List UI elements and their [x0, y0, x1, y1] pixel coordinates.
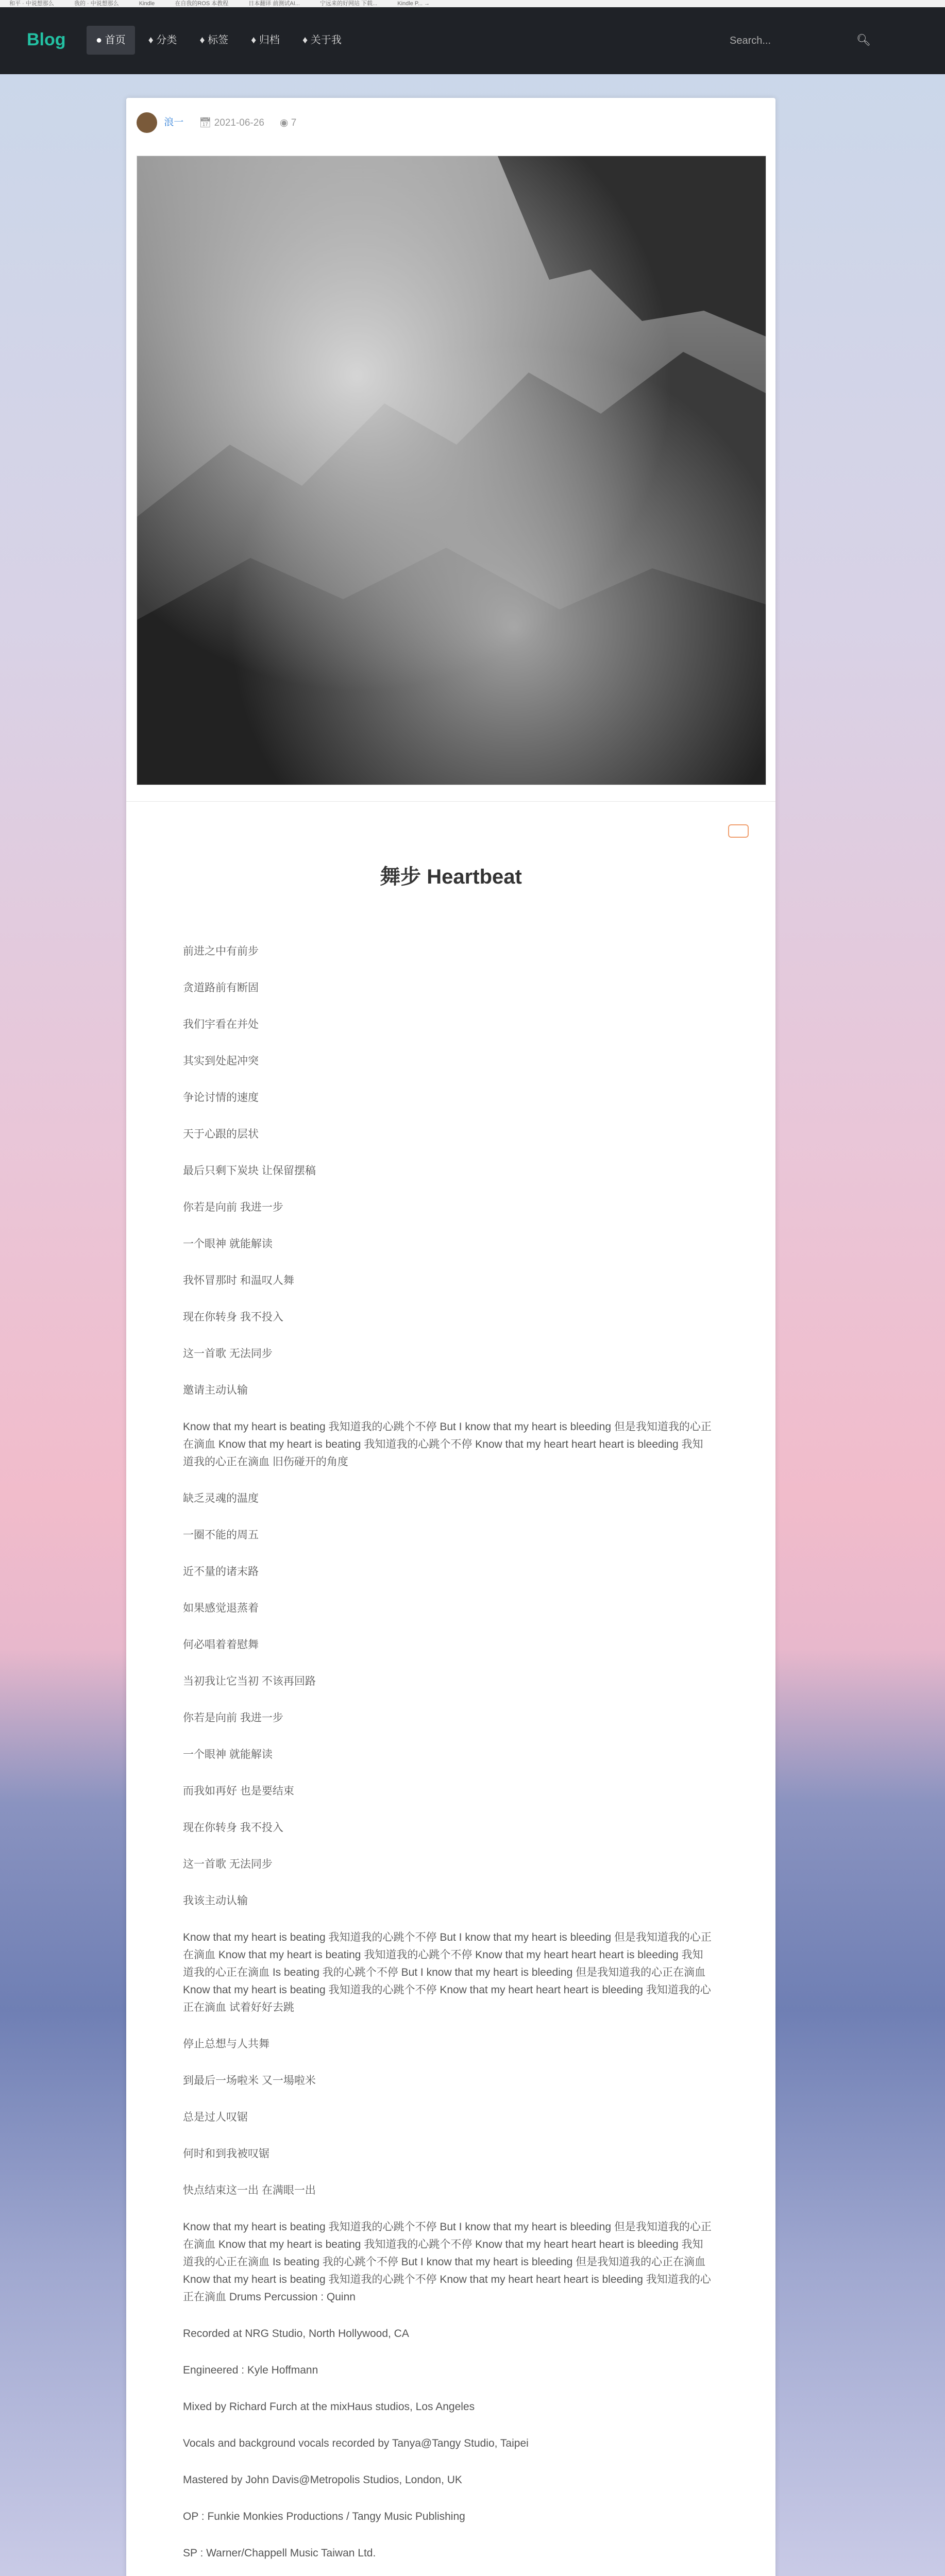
lyric-paragraph: Know that my heart is beating 我知道我的心跳个不停 But I know that my heart is bleeding 但是我知道我的心正在滴血 Know that my heart is beating 我知道我的心跳个不停 Know that my heart heart heart is bleeding 我知道我的心正在滴血 Is beating 我的心跳个不停 But I know that my heart is bleeding 但是我知道我的心正在滴血 Know that my heart is beating 我知道我的心跳个不停 Know that my heart heart heart is bleeding 我知道我的心正在滴血 试着好好去跳	[183, 1931, 712, 2013]
date-text: 2021-06-26	[214, 117, 264, 128]
lyric-line: 这一首歌 无法同步	[183, 1858, 273, 1870]
lyric-line: 现在你转身 我不投入	[183, 1822, 283, 1834]
lyric-line: 近不量的诸末路	[183, 1566, 259, 1578]
browser-tab[interactable]: 宁远来的好网站 下载...	[319, 1, 378, 7]
lyric-line: 我们宇看在并处	[183, 1019, 259, 1030]
credit-line: OP : Funkie Monkies Productions / Tangy Music Publishing	[183, 2511, 465, 2522]
post-content	[183, 943, 714, 2576]
browser-tab[interactable]: 日本翻译 前测试AI...	[248, 1, 300, 7]
post-card	[126, 98, 775, 2576]
lyric-line: 邀请主动认输	[183, 1384, 248, 1396]
lyric-line: 我该主动认输	[183, 1895, 248, 1907]
credit-line: Mixed by Richard Furch at the mixHaus studios, Los Angeles	[183, 2401, 475, 2413]
lyric-line: 总是过人叹锯	[183, 2111, 248, 2123]
lyric-line: 当初我让它当初 不该再回路	[183, 1675, 316, 1687]
post-title: 舞步 Heartbeat	[380, 866, 522, 888]
calendar-icon: 📅︎	[199, 117, 212, 128]
lyric-line: 贪道路前有断固	[183, 982, 259, 994]
lyric-line: 现在你转身 我不投入	[183, 1311, 283, 1323]
eye-icon: ◉	[279, 117, 289, 128]
lyric-line: 一个眼神 就能解读	[183, 1749, 273, 1760]
view-count-text: 7	[291, 117, 297, 128]
lyric-line: 到最后一场啦米 又一場啦米	[183, 2075, 316, 2087]
post-date	[199, 116, 264, 129]
browser-tab[interactable]: Kindle	[139, 1, 155, 7]
search-input[interactable]	[711, 28, 865, 54]
separator	[126, 801, 775, 802]
nav-item-categories[interactable]: ♦ 分类	[148, 35, 177, 46]
lyric-line: 天于心跟的层状	[183, 1128, 259, 1140]
lyric-line: 何时和到我被叹锯	[183, 2148, 269, 2160]
nav-item-tags[interactable]: ♦ 标签	[199, 35, 229, 46]
credit-line: Engineered : Kyle Hoffmann	[183, 2364, 318, 2376]
nav-item-archive[interactable]: ♦ 归档	[251, 35, 280, 46]
lyric-line: 你若是向前 我进一步	[183, 1201, 283, 1213]
nav-menu	[87, 26, 351, 55]
lyric-line: 一圈不能的周五	[183, 1529, 259, 1541]
lyric-line: 如果感觉退蒸着	[183, 1602, 259, 1614]
lyric-line: 最后只剩下炭块 让保留摆稿	[183, 1165, 316, 1177]
lyric-paragraph: Know that my heart is beating 我知道我的心跳个不停 But I know that my heart is bleeding 但是我知道我的心正在滴血 Know that my heart is beating 我知道我的心跳个不停 Know that my heart heart heart is bleeding 我知道我的心正在滴血 Is beating 我的心跳个不停 But I know that my heart is bleeding 但是我知道我的心正在滴血 Know that my heart is beating 我知道我的心跳个不停 Know that my heart heart heart is bleeding 我知道我的心正在滴血 Drums Percussion : Quinn	[183, 2221, 712, 2303]
browser-tab[interactable]: 和平 · 中说想那么	[9, 1, 54, 7]
avatar[interactable]	[137, 112, 157, 133]
lyric-line: 而我如再好 也是要结束	[183, 1785, 294, 1797]
browser-tab[interactable]: 我的 · 中说想那么	[74, 1, 119, 7]
original-badge	[728, 824, 749, 838]
author-name[interactable]: 浪一	[164, 117, 184, 128]
post-meta	[137, 112, 296, 133]
nav-search	[711, 28, 876, 54]
view-count	[280, 117, 296, 129]
lyric-line: 快点结束这一出 在满眼一出	[183, 2184, 316, 2196]
misty-mountain-image	[137, 156, 766, 785]
lyric-line: 前进之中有前步	[183, 945, 259, 957]
credit-line: Vocals and background vocals recorded by Tanya@Tangy Studio, Taipei	[183, 2437, 529, 2449]
lyric-line: 停止总想与人共舞	[183, 2038, 269, 2050]
brand-logo[interactable]: Blog	[27, 30, 66, 49]
nav-item-home[interactable]: ● 首页	[87, 26, 135, 55]
browser-tab[interactable]: 在自我的ROS 本教程	[175, 1, 229, 7]
lyric-line: 争论讨情的速度	[183, 1092, 259, 1104]
credit-line: SP : Warner/Chappell Music Taiwan Ltd.	[183, 2547, 376, 2559]
lyric-paragraph: Know that my heart is beating 我知道我的心跳个不停 But I know that my heart is bleeding 但是我知道我的心正在滴血 Know that my heart is beating 我知道我的心跳个不停 Know that my heart heart heart is bleeding 我知道我的心正在滴血 旧伤碰开的角度	[183, 1421, 712, 1468]
lyric-line: 缺乏灵魂的温度	[183, 1493, 259, 1504]
cover-image	[137, 156, 766, 785]
lyric-line: 其实到处起冲突	[183, 1055, 259, 1067]
nav-item-about[interactable]: ♦ 关于我	[302, 35, 342, 46]
search-icon[interactable]: 🔍︎	[856, 33, 871, 46]
lyric-line: 你若是向前 我进一步	[183, 1712, 283, 1724]
browser-tab[interactable]: Kindle P... →	[397, 1, 430, 7]
lyric-line: 一个眼神 就能解读	[183, 1238, 273, 1250]
credit-line: Mastered by John Davis@Metropolis Studios, London, UK	[183, 2474, 462, 2486]
lyric-line: 何必唱着着慰舞	[183, 1639, 259, 1651]
browser-tab-strip	[0, 0, 945, 8]
lyric-line: 这一首歌 无法同步	[183, 1348, 273, 1360]
top-navbar	[0, 7, 945, 74]
author-block[interactable]	[137, 112, 183, 133]
credit-line: Recorded at NRG Studio, North Hollywood, CA	[183, 2328, 409, 2340]
lyric-line: 我怀冒那时 和温叹人舞	[183, 1275, 294, 1286]
